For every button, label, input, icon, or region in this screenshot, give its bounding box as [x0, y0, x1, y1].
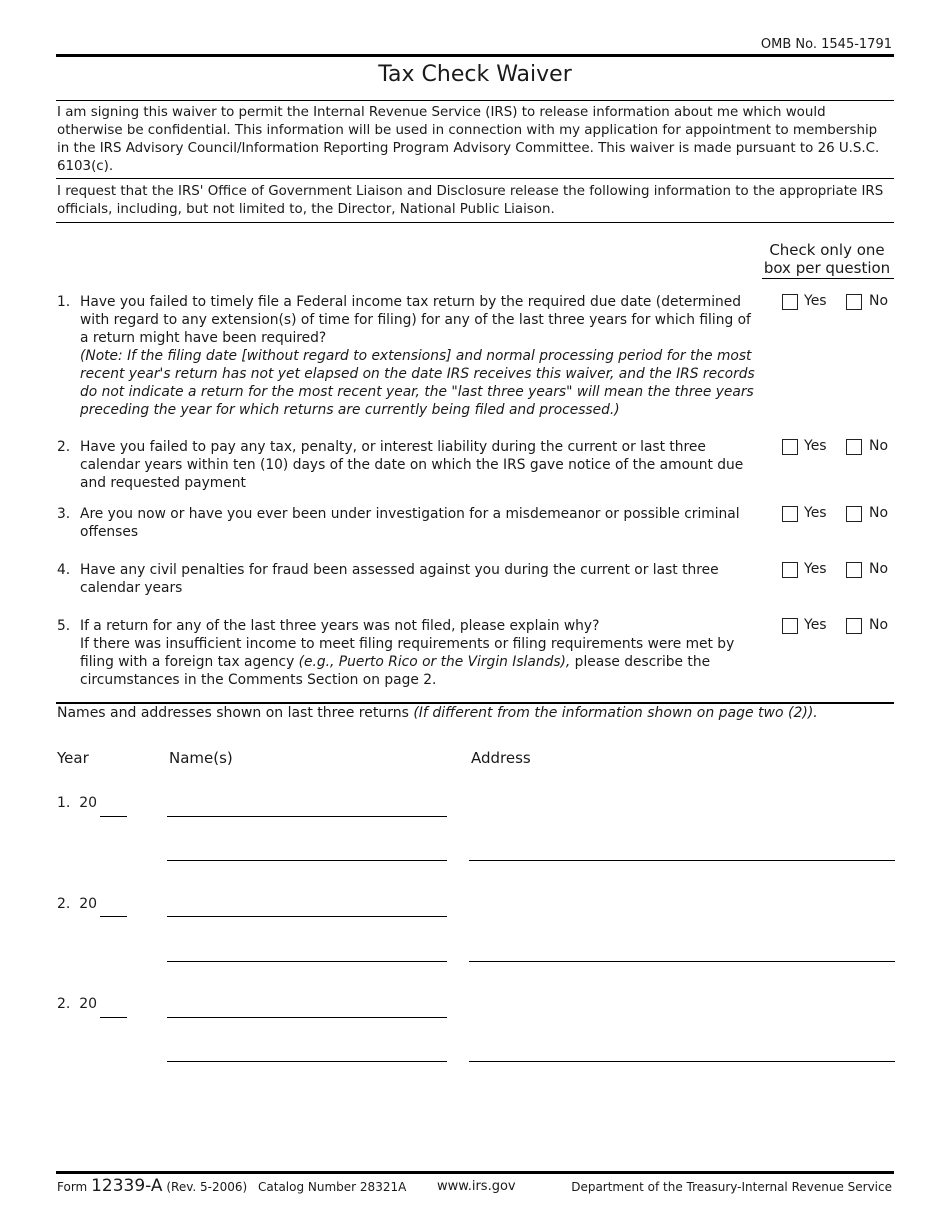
year-input-3[interactable] [100, 1017, 127, 1018]
form-number: 12339-A [91, 1176, 163, 1196]
form-revision: (Rev. 5-2006) [166, 1180, 248, 1194]
yes-label: Yes [804, 505, 827, 521]
name-input-2a[interactable] [167, 916, 447, 917]
yes-checkbox[interactable] [782, 562, 798, 578]
question-number: 2. [57, 439, 71, 455]
answer-group-1 [782, 293, 894, 313]
question-text: Have you failed to timely file a Federal income tax return by the required due date (determined with regard to any extension(s) of time for filing) for any of the last three years for which filing of a return might have been required? [80, 294, 751, 346]
row-number: 2. [57, 996, 71, 1012]
question-1 [57, 293, 762, 419]
address-input-1[interactable] [469, 860, 895, 861]
no-label: No [869, 438, 889, 454]
year-row-1 [57, 795, 97, 811]
question-text: Have you failed to pay any tax, penalty, or interest liability during the current or last three calendar years within ten (10) days of the date on which the IRS gave notice of the amount due and requested payment [80, 439, 744, 491]
question-number: 4. [57, 562, 71, 578]
question-note: (Note: If the filing date [without regard to extensions] and normal processing period for the most recent year's return has not yet elapsed on the date IRS receives this waiver, and the IRS records do not indicate a return for the most recent year, the "last three years" will mean the three years preceding the year for which returns are currently being filed and processed.) [80, 348, 755, 418]
yes-label: Yes [804, 438, 827, 454]
yes-label: Yes [804, 617, 827, 633]
no-label: No [869, 293, 889, 309]
name-input-3a[interactable] [167, 1017, 447, 1018]
question-text: Have any civil penalties for fraud been assessed against you during the current or last three calendar years [80, 562, 719, 596]
name-input-2b[interactable] [167, 961, 447, 962]
year-prefix: 20 [79, 996, 98, 1012]
names-intro-italic: (If different from the information shown on page two (2)). [413, 705, 818, 721]
no-checkbox[interactable] [846, 618, 862, 634]
catalog-number: Catalog Number 28321A [258, 1180, 407, 1194]
top-rule [56, 54, 894, 57]
question-text: Are you now or have you ever been under investigation for a misdemeanor or possible criminal offenses [80, 506, 740, 540]
no-label: No [869, 561, 889, 577]
form-title: Tax Check Waiver [378, 62, 572, 87]
names-section-intro [57, 705, 818, 721]
check-header-rule [762, 278, 894, 279]
intro-paragraph-1: I am signing this waiver to permit the Internal Revenue Service (IRS) to release information about me which would otherwise be confidential. This information will be used in connection with my application for appointment to membership in the IRS Advisory Council/Information Reporting Program Advisory Committee. This waiver is made pursuant to 26 U.S.C. 6103(c). [57, 105, 880, 174]
no-checkbox[interactable] [846, 506, 862, 522]
name-input-1a[interactable] [167, 816, 447, 817]
question-number: 3. [57, 506, 71, 522]
year-prefix: 20 [79, 896, 98, 912]
yes-label: Yes [804, 293, 827, 309]
answer-group-3 [782, 505, 894, 525]
name-input-3b[interactable] [167, 1061, 447, 1062]
question-text-example: (e.g., Puerto Rico or the Virgin Islands), [298, 654, 571, 670]
name-input-1b[interactable] [167, 860, 447, 861]
question-text-continued: If there was insufficient income to meet filing requirements or filing requirements were met by filing with a foreign tax agency [80, 636, 735, 670]
yes-checkbox[interactable] [782, 439, 798, 455]
column-header-names: Name(s) [169, 749, 233, 767]
footer-rule [56, 1171, 894, 1174]
form-label: Form [57, 1180, 88, 1194]
yes-checkbox[interactable] [782, 506, 798, 522]
column-header-address: Address [471, 749, 531, 767]
names-section-rule [56, 702, 894, 704]
answer-group-2 [782, 438, 894, 458]
yes-checkbox[interactable] [782, 294, 798, 310]
yes-label: Yes [804, 561, 827, 577]
form-identifier [57, 1176, 247, 1196]
column-header-year: Year [57, 749, 89, 767]
question-number: 1. [57, 294, 71, 310]
names-intro-text: Names and addresses shown on last three returns [57, 705, 414, 721]
year-input-1[interactable] [100, 816, 127, 817]
no-label: No [869, 505, 889, 521]
address-input-2[interactable] [469, 961, 895, 962]
question-text: If a return for any of the last three years was not filed, please explain why? [80, 618, 600, 634]
omb-number: OMB No. 1545-1791 [760, 37, 892, 52]
no-label: No [869, 617, 889, 633]
question-text-end: please describe the circumstances in the Comments Section on page 2. [80, 654, 711, 688]
yes-checkbox[interactable] [782, 618, 798, 634]
year-input-2[interactable] [100, 916, 127, 917]
answer-group-4 [782, 561, 894, 581]
question-2 [57, 438, 762, 492]
question-3 [57, 505, 762, 541]
question-number: 5. [57, 618, 71, 634]
row-number: 2. [57, 896, 71, 912]
answer-group-5 [782, 617, 894, 637]
no-checkbox[interactable] [846, 562, 862, 578]
year-prefix: 20 [79, 795, 98, 811]
website-link[interactable]: www.irs.gov [437, 1179, 516, 1194]
question-5 [57, 617, 762, 689]
intro-paragraph-2: I request that the IRS' Office of Government Liaison and Disclosure release the following information to the appropriate IRS officials, including, but not limited to, the Director, National Public Liaison. [57, 184, 884, 217]
check-instruction: Check only one box per question [763, 241, 891, 277]
no-checkbox[interactable] [846, 439, 862, 455]
no-checkbox[interactable] [846, 294, 862, 310]
question-4 [57, 561, 762, 597]
address-input-3[interactable] [469, 1061, 895, 1062]
title-rule [56, 100, 894, 101]
year-row-3 [57, 996, 97, 1012]
year-row-2 [57, 896, 97, 912]
row-number: 1. [57, 795, 71, 811]
intro-rule-1 [56, 178, 894, 179]
department-name: Department of the Treasury-Internal Revenue Service [571, 1180, 892, 1194]
intro-rule-2 [56, 222, 894, 223]
